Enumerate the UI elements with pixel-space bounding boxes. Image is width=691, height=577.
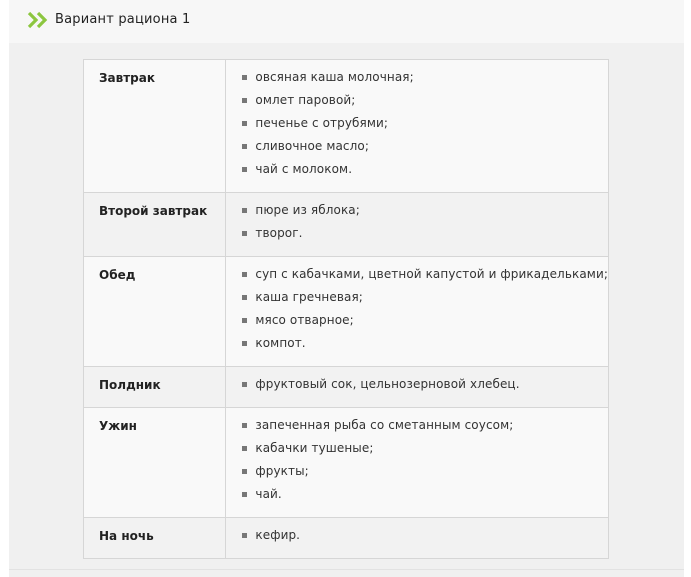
list-item: фрукты; — [242, 463, 608, 486]
meal-name: На ночь — [84, 518, 226, 559]
list-item: каша гречневая; — [242, 289, 608, 312]
table-row — [84, 257, 609, 367]
meal-name: Ужин — [84, 408, 226, 518]
list-item: фруктовый сок, цельнозерновой хлебец. — [242, 376, 608, 399]
meal-name: Завтрак — [84, 60, 226, 193]
list-item: творог. — [242, 225, 608, 248]
table-row — [84, 60, 609, 193]
meal-items — [226, 408, 609, 518]
list-item: чай. — [242, 486, 608, 509]
meal-items — [226, 193, 609, 257]
content-panel — [9, 0, 684, 577]
list-item: мясо отварное; — [242, 312, 608, 335]
section-header — [9, 0, 684, 43]
list-item: запеченная рыба со сметанным соусом; — [242, 417, 608, 440]
food-list — [242, 202, 608, 248]
food-list — [242, 266, 608, 358]
list-item: овсяная каша молочная; — [242, 69, 608, 92]
table-row — [84, 408, 609, 518]
meal-name: Второй завтрак — [84, 193, 226, 257]
table-row — [84, 193, 609, 257]
meal-items — [226, 518, 609, 559]
list-item: кефир. — [242, 527, 608, 550]
divider — [9, 569, 684, 570]
list-item: кабачки тушеные; — [242, 440, 608, 463]
food-list — [242, 69, 608, 184]
list-item: сливочное масло; — [242, 138, 608, 161]
meal-name: Обед — [84, 257, 226, 367]
food-list — [242, 376, 608, 399]
meal-items — [226, 367, 609, 408]
diet-table — [83, 59, 609, 559]
list-item: пюре из яблока; — [242, 202, 608, 225]
list-item: омлет паровой; — [242, 92, 608, 115]
list-item: компот. — [242, 335, 608, 358]
meal-items — [226, 60, 609, 193]
table-row — [84, 367, 609, 408]
food-list — [242, 417, 608, 509]
meal-items — [226, 257, 609, 367]
table-row — [84, 518, 609, 559]
meal-name: Полдник — [84, 367, 226, 408]
list-item: чай с молоком. — [242, 161, 608, 184]
list-item: печенье с отрубями; — [242, 115, 608, 138]
list-item: суп с кабачками, цветной капустой и фрикадельками; — [242, 266, 608, 289]
double-chevron-right-icon — [27, 11, 49, 29]
food-list — [242, 527, 608, 550]
section-title: Вариант рациона 1 — [55, 12, 191, 27]
